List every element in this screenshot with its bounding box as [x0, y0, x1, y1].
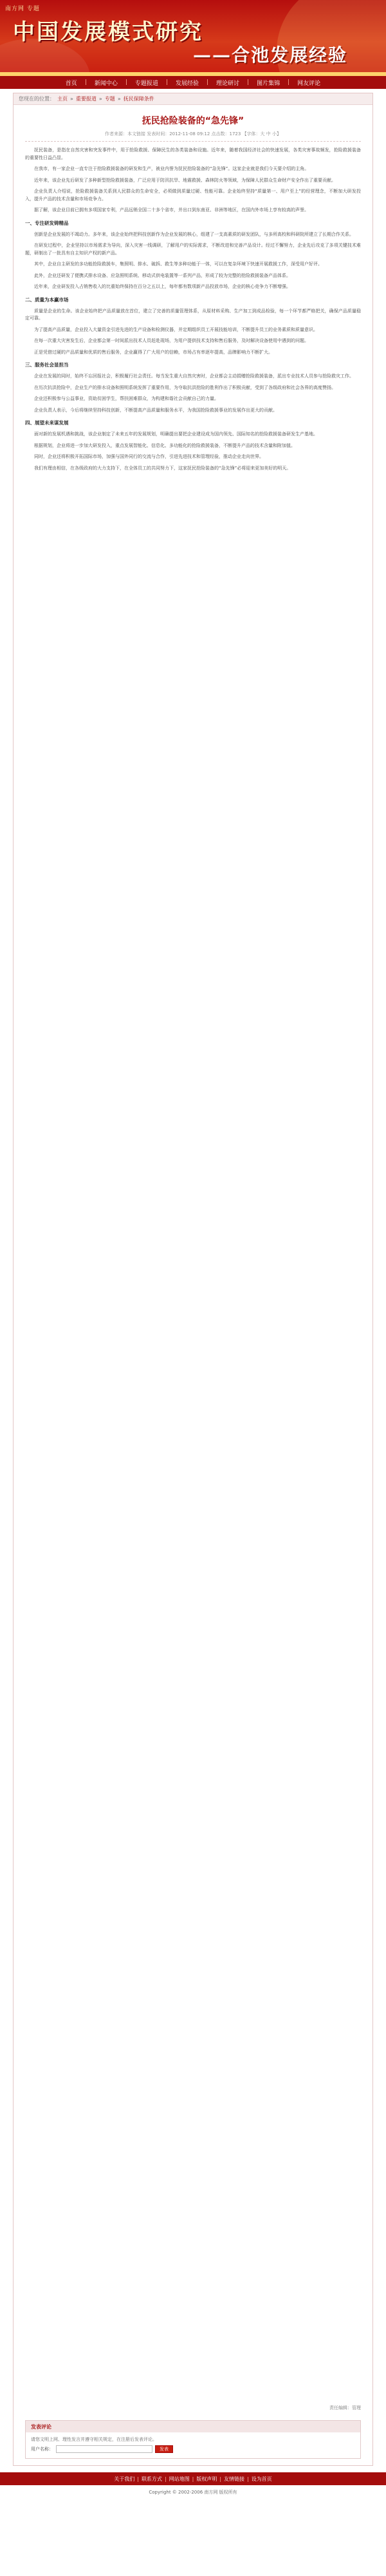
banner-stripe: [0, 72, 386, 76]
article-paragraph: 为了提高产品质量，企业投入大量资金引进先进的生产设备和检测仪器，并定期组织员工开展技能培训，不断提升员工的业务素质和质量意识。: [34, 327, 318, 332]
article-paragraph: 根据规划，企业将进一步加大研发投入，重点发展智能化、信息化、多功能化的抢险救援装备，不断提升产品的技术含量和附加值。: [34, 442, 295, 448]
comment-heading: 发表评论: [26, 2421, 360, 2432]
breadcrumb-separator: »: [117, 96, 121, 102]
article-body: [25, 147, 361, 2401]
banner-small-text: 南方网 专题: [5, 6, 40, 12]
article-paragraph: 其中，企业自主研发的多功能抢险救援车，集照明、排水、破拆、救生等多种功能于一体，可以在复杂环境下快速开展救援工作，深受用户好评。: [34, 261, 322, 267]
article-paragraph: 近年来，企业研发投入占销售收入的比重始终保持在百分之五以上，每年都有数项新产品投放市场，企业的核心竞争力不断增强。: [34, 284, 291, 289]
header-banner: [0, 0, 386, 76]
article-paragraph: 正是凭借过硬的产品质量和优质的售后服务，企业赢得了广大用户的信赖，市场占有率逐年提高，品牌影响力不断扩大。: [34, 349, 273, 355]
article-paragraph: 在历次抗洪抢险中，企业生产的排水设备和照明系统发挥了重要作用，为夺取抗洪抢险的胜利作出了积极贡献，受到了各级政府和社会各界的高度赞扬。: [34, 384, 336, 390]
article-editor: 责任编辑：管理: [329, 2405, 361, 2410]
article-paragraph: 近年来，该企业先后研发了多种新型抢险救援装备，广泛应用于防汛抗旱、地震救援、森林防火等领域，为保障人民群众生命财产安全作出了重要贡献。: [34, 177, 336, 183]
footer-link[interactable]: 设为首页: [251, 2476, 272, 2482]
copyright: Copyright © 2002-2006 南方网 版权所有: [149, 2490, 237, 2495]
footer-nav: [0, 2472, 386, 2485]
article-paragraph: 面对新的发展机遇和挑战，该企业制定了未来五年的发展规划，明确提出要把企业建设成为国内领先、国际知名的抢险救援装备研发生产基地。: [34, 431, 318, 437]
nav-item[interactable]: 专题报道: [134, 80, 158, 87]
article-title: 抚民抢险装备的“急先锋”: [142, 116, 244, 126]
breadcrumb: [14, 93, 372, 105]
footer-separator: |: [137, 2476, 139, 2482]
comment-submit-button[interactable]: 发表: [155, 2445, 173, 2453]
article-paragraph: 抚民装备，是指在自然灾害和突发事件中，用于抢险救援、保障民生的各类装备和设施。近年来，随着我国经济社会的快速发展，各类灾害事故频发，抢险救援装备的重要性日益凸显。: [25, 147, 361, 160]
breadcrumb-link[interactable]: 抚民保障条件: [123, 96, 154, 102]
nav-separator: |: [247, 79, 250, 86]
section-heading: 三、服务社会显担当: [25, 362, 69, 368]
top-nav: [0, 76, 386, 89]
section-heading: 一、专注研发铸精品: [25, 220, 69, 226]
breadcrumb-separator: »: [98, 96, 102, 102]
article: [14, 105, 372, 2416]
article-paragraph: 企业还积极参与公益事业，资助贫困学生，帮扶困难群众，为构建和谐社会贡献自己的力量。: [34, 396, 219, 401]
comment-name-input[interactable]: [56, 2445, 152, 2453]
nav-separator: |: [125, 79, 127, 86]
banner-subtitle: ——合池发展经验: [193, 44, 348, 66]
nav-item[interactable]: 理论研讨: [216, 80, 240, 87]
footer-separator: |: [247, 2476, 249, 2482]
footer-link[interactable]: 联系方式: [141, 2476, 162, 2482]
footer-separator: |: [219, 2476, 222, 2482]
comment-name-label: 用户名称：: [31, 2447, 53, 2452]
breadcrumb-link[interactable]: 主页: [57, 96, 68, 102]
comment-box: [25, 2420, 361, 2459]
article-paragraph: 在每一次重大灾害发生后，企业都会第一时间派出技术人员赶赴现场，为用户提供技术支持和售后服务，及时解决设备使用中遇到的问题。: [34, 338, 309, 343]
footer-separator: |: [164, 2476, 167, 2482]
nav-separator: |: [288, 79, 290, 86]
nav-item[interactable]: 发展经验: [175, 80, 199, 87]
article-paragraph: 企业负责人表示，今后将继续坚持科技创新，不断提高产品质量和服务水平，为我国抢险救援事业的发展作出更大的贡献。: [34, 407, 277, 413]
section-heading: 二、质量为本赢市场: [25, 296, 69, 303]
article-paragraph: 创新是企业发展的不竭动力。多年来，该企业始终把科技创新作为企业发展的核心，组建了一支高素质的研发团队，与多所高校和科研院所建立了长期合作关系。: [34, 231, 354, 237]
nav-item[interactable]: 新闻中心: [94, 80, 118, 87]
footer-link[interactable]: 网站地图: [169, 2476, 190, 2482]
comment-hint: 请您文明上网、理性发言并遵守相关规定，在注册后发表评论。: [31, 2437, 157, 2442]
breadcrumb-separator: »: [70, 96, 73, 102]
footer-link[interactable]: 友情链接: [224, 2476, 245, 2482]
article-paragraph: 企业负责人介绍说，抢险救援装备关系到人民群众的生命安全，必须做到质量过硬、性能可靠。企业始终坚持“质量第一、用户至上”的经营理念，不断加大研发投入，提升产品的技术含量和市场竞争力。: [25, 189, 361, 202]
article-paragraph: 同时，企业还将积极开拓国际市场，加强与国外同行的交流与合作，引进先进技术和管理经验，推动企业走向世界。: [34, 454, 264, 459]
breadcrumb-link[interactable]: 专题: [104, 96, 115, 102]
footer-link[interactable]: 关于我们: [114, 2476, 135, 2482]
banner-title: 中国发展模式研究: [13, 19, 203, 45]
article-paragraph: 据了解，该企业目前已拥有多项国家专利，产品远销全国二十多个省市，并出口到东南亚、非洲等地区，在国内外市场上享有较高的声誉。: [34, 207, 309, 213]
nav-item[interactable]: 首页: [65, 80, 77, 87]
comment-row: [26, 2445, 360, 2458]
nav-separator: |: [207, 79, 209, 86]
footer-separator: |: [192, 2476, 194, 2482]
article-paragraph: 企业在发展的同时，始终不忘回报社会，积极履行社会责任。每当发生重大自然灾害时，企业都会主动捐赠抢险救援装备，派出专业技术人员参与抢险救灾工作。: [34, 374, 354, 379]
article-paragraph: 质量是企业的生命。该企业始终把产品质量放在首位，建立了完善的质量管理体系，从原材料采购、生产加工到成品检验，每一个环节都严格把关，确保产品质量稳定可靠。: [25, 308, 361, 321]
nav-item[interactable]: 网友评论: [297, 80, 321, 87]
article-paragraph: 我们有理由相信，在各级政府的大力支持下，在全体员工的共同努力下，这家抚民抢险装备的“急先锋”必将迎来更加美好的明天。: [34, 465, 291, 471]
article-meta: 作者来源：本文链接 发表时间：2012-11-08 09:12 点击数：1723 【字体：大 中 小】: [25, 131, 361, 142]
article-paragraph: 在我市，有一家企业一直专注于抢险救援装备的研发和生产，被业内誉为抚民抢险装备的“急先锋”。这家企业就是我们今天要介绍的主角。: [34, 166, 309, 171]
article-paragraph: 在研发过程中，企业坚持以市场需求为导向，深入灾害一线调研，了解用户的实际需求，不断改进和完善产品设计。经过不懈努力，企业先后攻克了多项关键技术难题，研制出了一批具有自主知识产权的新产品。: [25, 243, 361, 256]
breadcrumb-link[interactable]: 重要报道: [75, 96, 96, 102]
nav-separator: |: [84, 79, 87, 86]
nav-item[interactable]: 图片集锦: [257, 80, 280, 87]
footer-link[interactable]: 版权声明: [196, 2476, 217, 2482]
section-heading: 四、展望未来谋发展: [25, 420, 69, 426]
nav-separator: |: [165, 79, 168, 86]
article-paragraph: 此外，企业还研发了便携式排水设备、应急照明系统、移动式供电装置等一系列产品，形成了较为完整的抢险救援装备产品体系。: [34, 272, 291, 278]
content-wrapper: [13, 93, 373, 2466]
breadcrumb-label: 您现在的位置：: [19, 96, 55, 102]
